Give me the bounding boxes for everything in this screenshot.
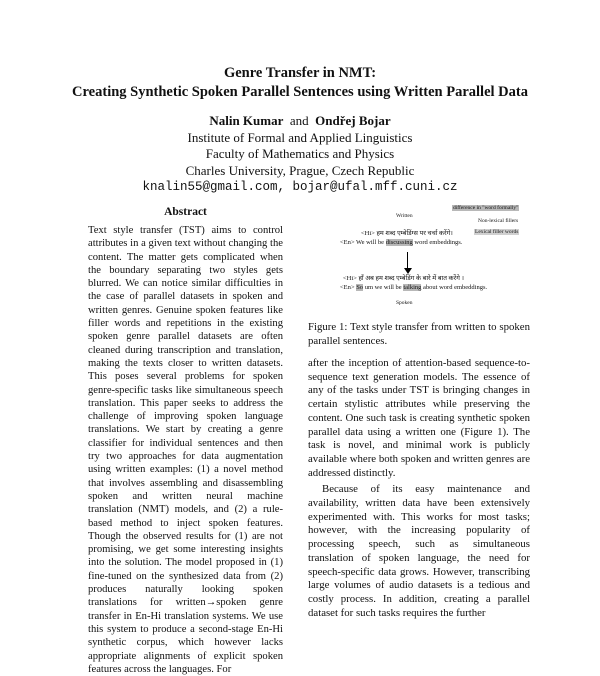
- spoken-hindi-sentence: <Hi> हाँ अब हम शब्द एम्बेडिंग के बारे में बात करेंगे ।: [343, 275, 464, 282]
- legend-difference: difference in "word formally": [453, 205, 519, 211]
- written-hindi-sentence: <Hi> हम शब्द एम्बेडिंग्स पर चर्चा करेंगे।: [361, 230, 453, 237]
- author-conjunction: and: [289, 113, 309, 128]
- figure-caption: Figure 1: Text style transfer from written to spoken parallel sentences.: [308, 321, 530, 347]
- author-names: [0, 113, 600, 130]
- affiliation-1: Institute of Formal and Applied Linguistics: [187, 129, 413, 145]
- author-1: Nalin Kumar: [209, 113, 284, 128]
- spoken-english-sentence: [340, 284, 487, 291]
- spoken-en-highlight-2: talking: [403, 284, 422, 291]
- body-text: [308, 357, 530, 620]
- abstract-heading: Abstract: [164, 206, 207, 218]
- written-en-post: word embeddings.: [412, 239, 463, 246]
- label-spoken: Spoken: [396, 300, 413, 306]
- body-paragraph-1: after the inception of attention-based sequence-to-sequence text generation models. The essence of any of the tasks under TST is bringing changes in certain stylistic attributes while preserving the content. One such task is creating synthetic spoken parallel data using a written one (Figure 1). The task is novel, and minimal work is publicly available where both spoken and written genres are addressed distinctly.: [308, 357, 530, 479]
- title-line-1: Genre Transfer in NMT:: [223, 65, 377, 81]
- written-english-sentence: [340, 239, 462, 246]
- paper-title: [0, 64, 600, 102]
- title-line-2: Creating Synthetic Spoken Parallel Sentences using Written Parallel Data: [72, 84, 528, 100]
- body-paragraph-2: Because of its easy maintenance and availability, written data have been extensively experimented with. This works for most tasks; however, with the increasing popularity of processing speech, such as simultaneous translation of spoken language, the need for speech-specific data grows. However, transcribing large volumes of audio datasets is a tedious and costly process. In addition, creating a parallel dataset for such tasks requires the further: [308, 483, 530, 619]
- author-block: [0, 113, 600, 196]
- affiliation-2: Faculty of Mathematics and Physics: [205, 146, 395, 161]
- spoken-en-pre: <En>: [340, 284, 357, 291]
- abstract-text: Text style transfer (TST) aims to control attributes in a given text without changing the content. The matter gets complicated when the boundary separating two styles gets blurred. We can notice similar difficulties in the case of parallel datasets in spoken and written genres. Genuine spoken features like filler words and repetitions in the existing spoken genre parallel datasets are often cleaned during transcription and translation, making the texts closer to written datasets. This poses several problems for spoken genre-specific tasks like simultaneous speech translation. This paper seeks to address the challenge of improving spoken language translations. We start by creating a genre classifier for individual sentences and then try two approaches for data augmentation using written examples: (1) a novel method that involves assembling and disassembling spoken and written neural machine translation (NMT) models, and (2) a rule-based method to inject spoken features. Though the observed results for (1) are not promising, we get some interesting insights into the solution. The model proposed in (1) fine-tuned on the synthesized data from (2) produces naturally looking spoken translations for written→spoken genre transfer in En-Hi translation systems. We use this system to produce a second-stage En-Hi synthetic corpus, which however lacks appropriate alignments of explicit spoken features across the languages. For: [88, 225, 283, 675]
- author-2: Ondřej Bojar: [315, 113, 391, 128]
- label-written: Written: [396, 213, 413, 219]
- spoken-en-post: about word embeddings.: [421, 284, 488, 291]
- author-emails[interactable]: knalin55@gmail.com, bojar@ufal.mff.cuni.cz: [142, 180, 458, 194]
- affiliation-3: Charles University, Prague, Czech Republic: [185, 162, 415, 178]
- written-en-highlight: discussing: [385, 239, 413, 246]
- spoken-en-mid: um we will be: [363, 284, 404, 291]
- written-en-pre: <En> We will be: [340, 239, 386, 246]
- spoken-en-highlight-1: So: [356, 284, 364, 291]
- legend-lexical-fillers: Lexical filler words: [475, 229, 519, 235]
- legend-nonlexical-fillers: Non-lexical fillers: [478, 218, 519, 224]
